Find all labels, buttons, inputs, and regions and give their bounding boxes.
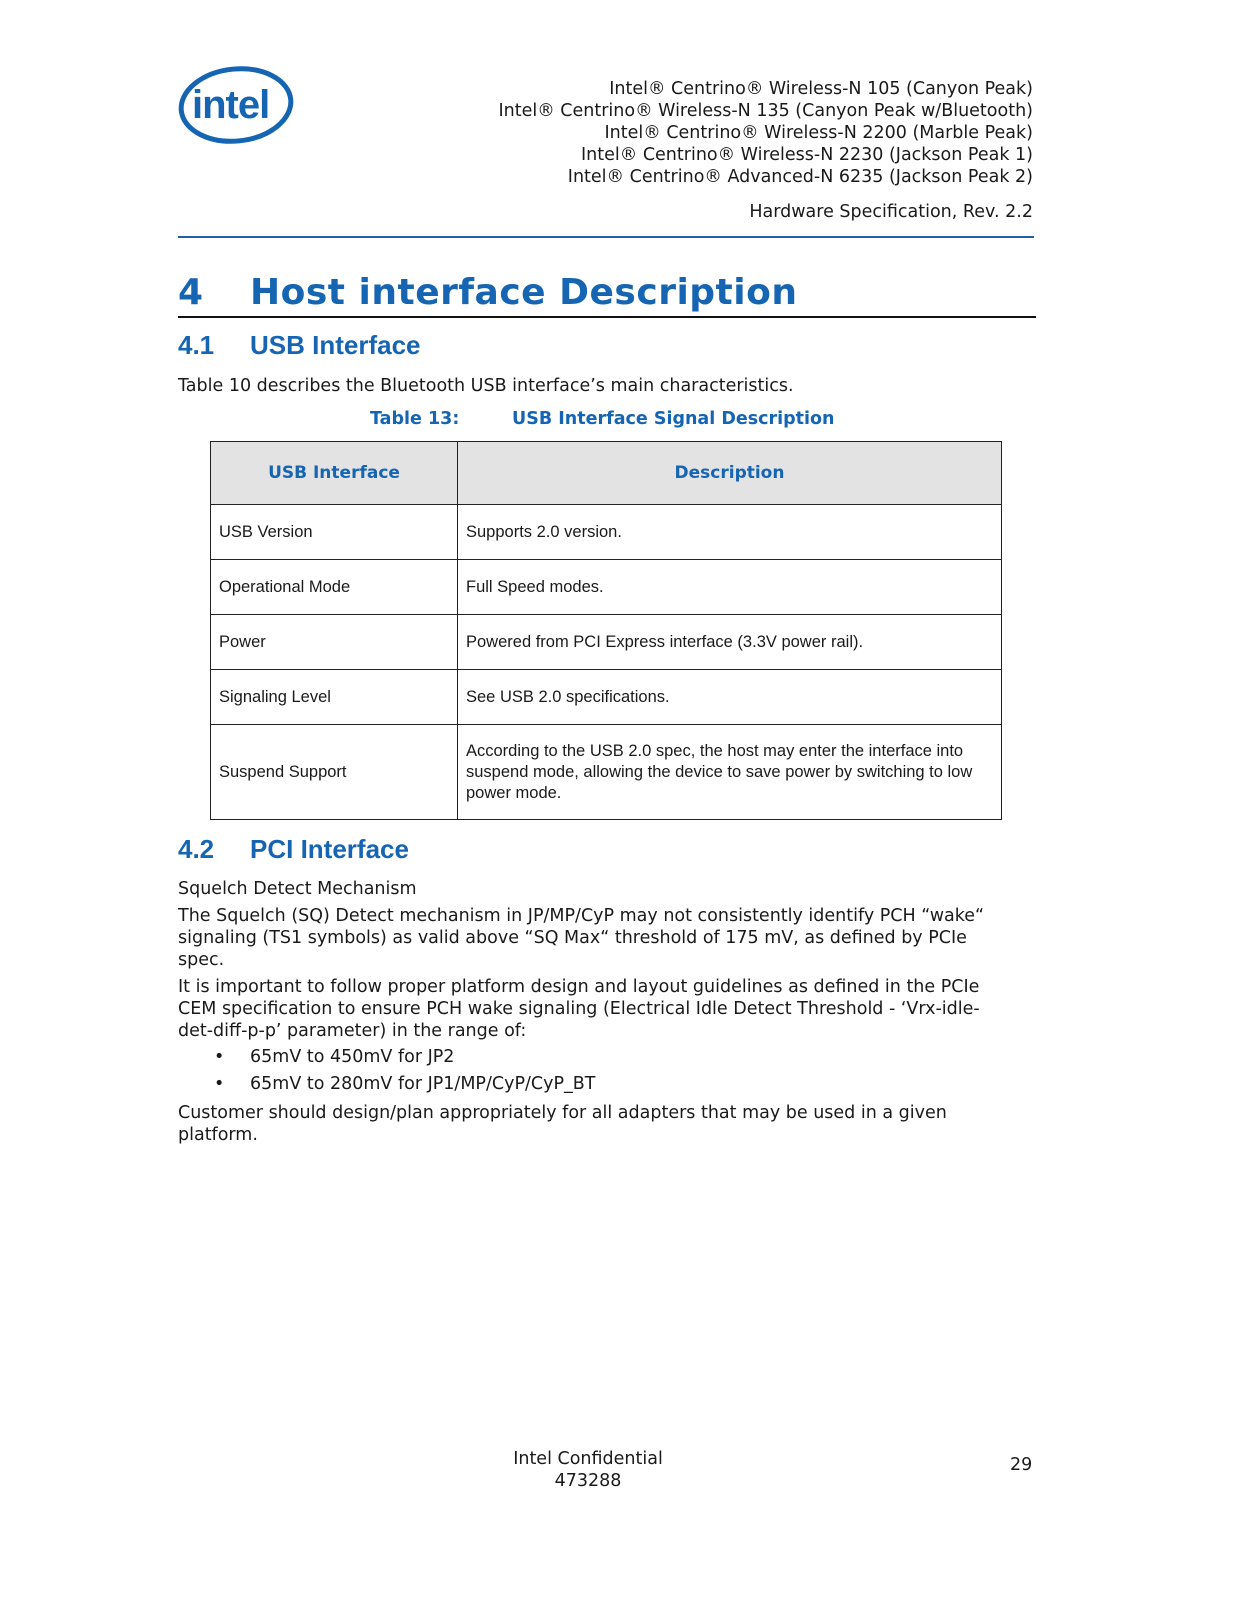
section-title: PCI Interface xyxy=(250,834,409,864)
document-header xyxy=(498,78,1033,223)
table-row xyxy=(211,670,1002,725)
table-cell: According to the USB 2.0 spec, the host may enter the interface into suspend mode, allowing the device to save power by switching to low power mode. xyxy=(458,725,1002,820)
chapter-heading xyxy=(178,272,797,313)
table-cell: Full Speed modes. xyxy=(458,560,1002,615)
table-caption-title: USB Interface Signal Description xyxy=(512,409,835,429)
pci-paragraph-2: It is important to follow proper platform design and layout guidelines as defined in the PCIe CEM specification to ensure PCH wake signaling (Electrical Idle Detect Threshold - ‘Vrx-idle-det-diff-p-p’ parameter) in the range of: xyxy=(178,977,980,1041)
page-number: 29 xyxy=(1010,1455,1033,1475)
intel-logo xyxy=(178,64,296,148)
footer xyxy=(488,1448,688,1492)
product-line: Intel® Centrino® Wireless-N 2200 (Marble Peak) xyxy=(604,123,1033,143)
table-cell: Operational Mode xyxy=(211,560,458,615)
table-caption xyxy=(370,409,835,429)
table-caption-number: Table 13: xyxy=(370,409,460,429)
table-header-cell: USB Interface xyxy=(211,442,458,505)
section-heading-pci xyxy=(178,834,409,865)
bullet-icon: • xyxy=(214,1074,225,1094)
table-cell: Powered from PCI Express interface (3.3V power rail). xyxy=(458,615,1002,670)
table-cell: Suspend Support xyxy=(211,725,458,820)
pci-subheading: Squelch Detect Mechanism xyxy=(178,879,417,899)
product-line: Intel® Centrino® Wireless-N 2230 (Jackson Peak 1) xyxy=(581,145,1033,165)
spec-revision: Hardware Specification, Rev. 2.2 xyxy=(749,202,1033,222)
chapter-number: 4 xyxy=(178,272,204,313)
pci-paragraph-3: Customer should design/plan appropriately for all adapters that may be used in a given platform. xyxy=(178,1103,947,1145)
table-cell: Power xyxy=(211,615,458,670)
bullet-icon: • xyxy=(214,1047,225,1067)
section-heading-usb xyxy=(178,330,421,361)
document-number: 473288 xyxy=(554,1471,622,1491)
confidentiality-label: Intel Confidential xyxy=(513,1449,663,1469)
product-line: Intel® Centrino® Wireless-N 105 (Canyon Peak) xyxy=(609,79,1033,99)
product-line: Intel® Centrino® Advanced-N 6235 (Jackson Peak 2) xyxy=(567,167,1033,187)
usb-interface-table xyxy=(210,441,1002,820)
section-number: 4.1 xyxy=(178,330,215,360)
table-cell: Signaling Level xyxy=(211,670,458,725)
chapter-divider xyxy=(178,316,1036,318)
product-line: Intel® Centrino® Wireless-N 135 (Canyon Peak w/Bluetooth) xyxy=(498,101,1033,121)
table-row xyxy=(211,615,1002,670)
table-header-row xyxy=(211,442,1002,505)
table-cell: See USB 2.0 specifications. xyxy=(458,670,1002,725)
pci-paragraph-1: The Squelch (SQ) Detect mechanism in JP/MP/CyP may not consistently identify PCH “wake“ signaling (TS1 symbols) as valid above “SQ Max“ threshold of 175 mV, as defined by PCIe spec. xyxy=(178,906,985,970)
usb-intro-paragraph: Table 10 describes the Bluetooth USB interface’s main characteristics. xyxy=(178,376,794,396)
header-divider xyxy=(178,236,1034,238)
svg-text:intel: intel xyxy=(192,83,270,127)
table-cell: Supports 2.0 version. xyxy=(458,505,1002,560)
table-row xyxy=(211,560,1002,615)
table-row xyxy=(211,505,1002,560)
section-title: USB Interface xyxy=(250,330,421,360)
table-row xyxy=(211,725,1002,820)
chapter-title: Host interface Description xyxy=(250,272,798,313)
table-header-cell: Description xyxy=(458,442,1002,505)
section-number: 4.2 xyxy=(178,834,215,864)
table-cell: USB Version xyxy=(211,505,458,560)
